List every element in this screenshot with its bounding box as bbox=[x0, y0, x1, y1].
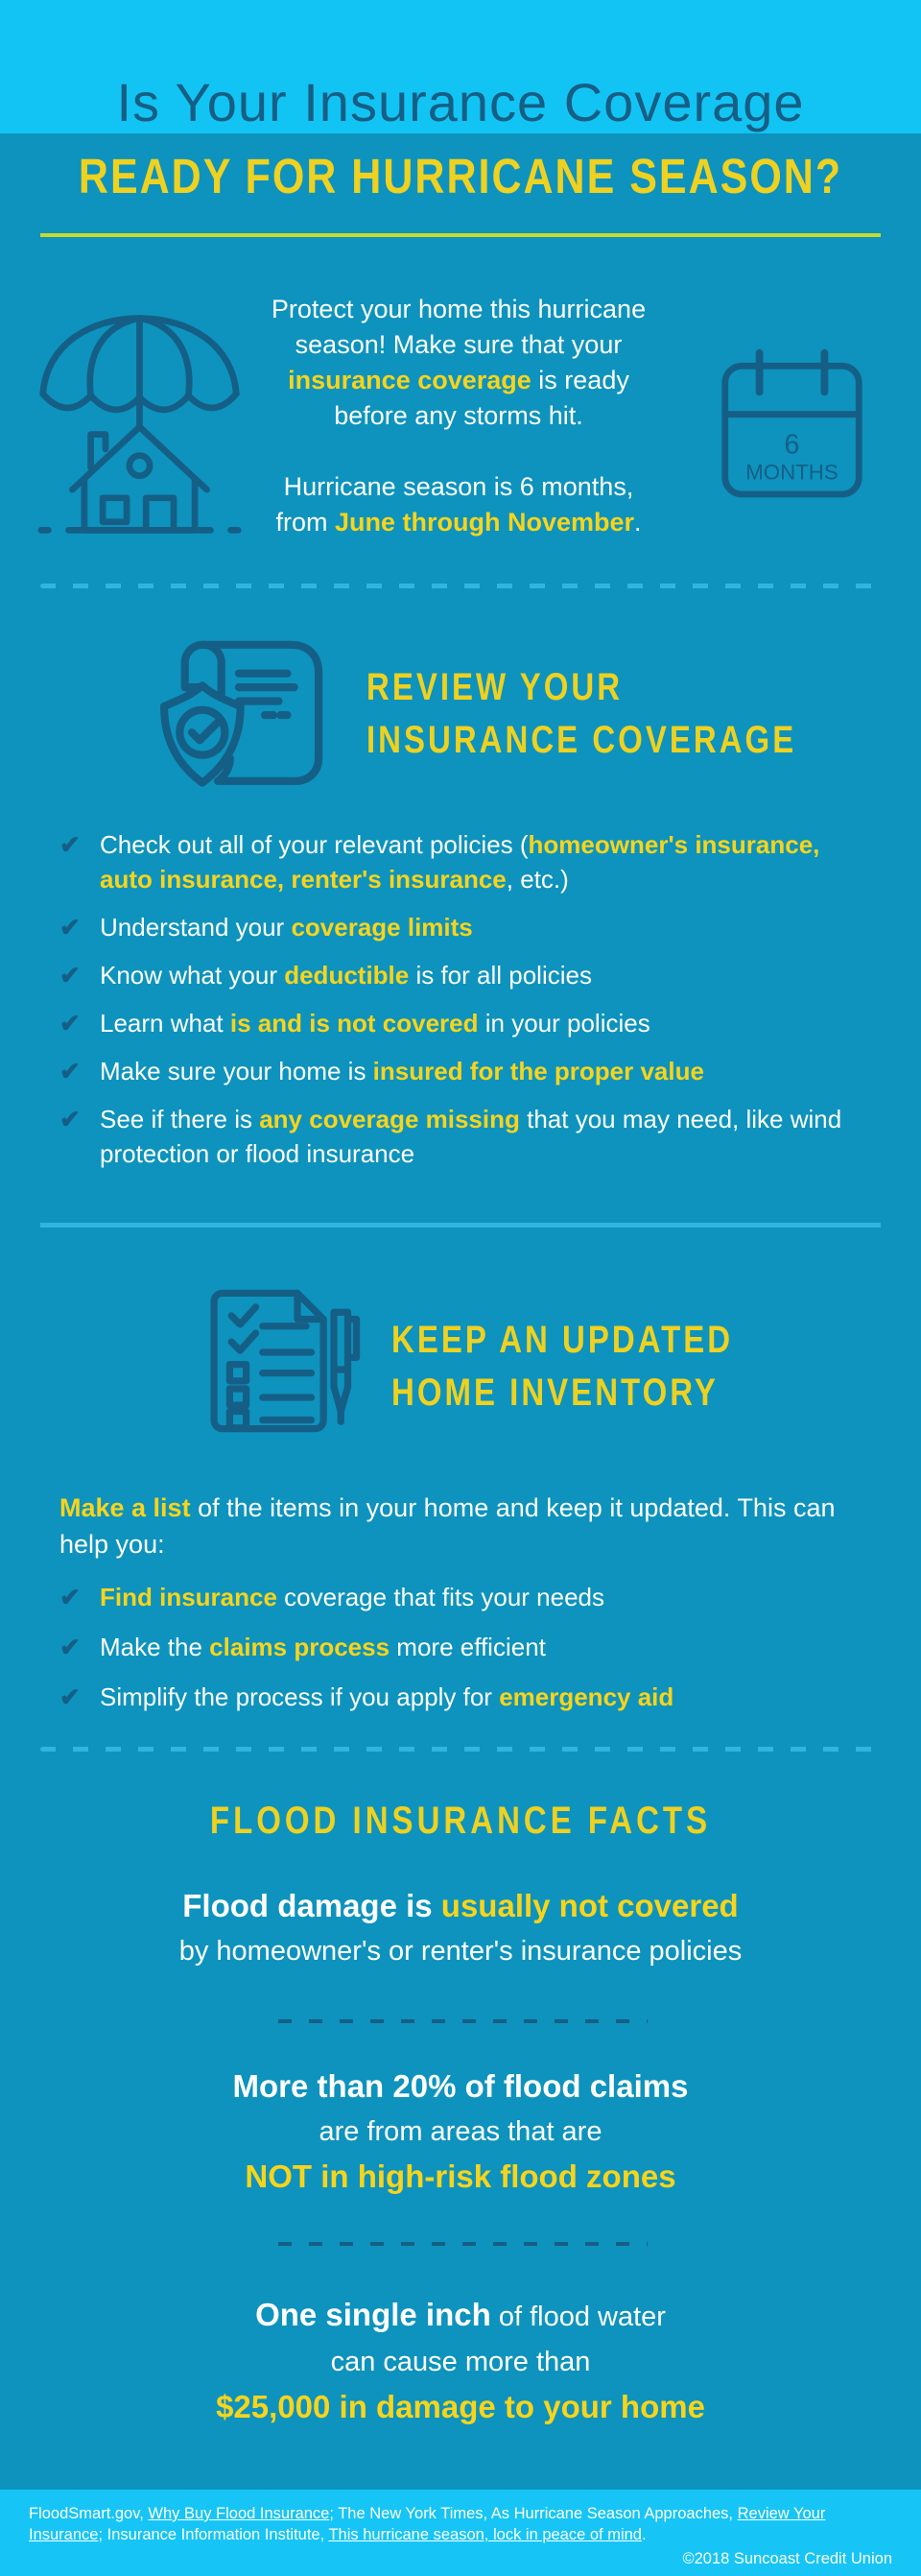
text-highlight: deductible bbox=[284, 961, 410, 990]
house-umbrella-icon bbox=[27, 309, 252, 539]
fact-line bbox=[0, 2292, 921, 2340]
source-link[interactable]: Review Your Insurance bbox=[29, 2505, 826, 2543]
check-icon: ✔ bbox=[59, 1583, 81, 1611]
checklist-item bbox=[59, 1680, 873, 1714]
checklist-item bbox=[59, 910, 873, 944]
text: ; The New York Times, As Hurricane Season Approaches, bbox=[329, 2505, 738, 2522]
text: in your policies bbox=[478, 1009, 650, 1038]
flood-fact-2 bbox=[0, 2063, 921, 2200]
text: FloodSmart.gov, bbox=[29, 2505, 149, 2522]
text: is for all policies bbox=[409, 961, 592, 990]
text-highlight: Find insurance bbox=[100, 1583, 277, 1611]
section-divider-dashed bbox=[40, 1747, 881, 1752]
fact-divider-dashed bbox=[278, 2019, 648, 2023]
text: Make sure your home is bbox=[100, 1057, 373, 1085]
text-bold: Flood damage is bbox=[182, 1888, 441, 1923]
footer-sources bbox=[0, 2490, 921, 2576]
checklist-text bbox=[100, 958, 873, 992]
calendar-label: MONTHS bbox=[745, 460, 838, 485]
copyright-text: ©2018 Suncoast Credit Union bbox=[682, 2550, 892, 2567]
text-highlight: insured for the proper value bbox=[372, 1057, 704, 1085]
header-underline bbox=[40, 233, 881, 237]
source-link[interactable]: Why Buy Flood Insurance bbox=[148, 2505, 330, 2522]
inventory-section-heading bbox=[391, 1313, 733, 1419]
intro-paragraphs bbox=[267, 292, 650, 540]
check-icon: ✔ bbox=[59, 1633, 81, 1661]
checklist-item bbox=[59, 958, 873, 992]
checklist-text bbox=[100, 1580, 873, 1614]
sources-text bbox=[29, 2503, 892, 2545]
text-highlight: June through November bbox=[334, 508, 635, 537]
check-icon: ✔ bbox=[59, 1057, 81, 1085]
heading-line: KEEP AN UPDATED bbox=[391, 1317, 734, 1361]
text: that you may need, like wind protection or flood insurance bbox=[100, 1105, 842, 1168]
inventory-intro bbox=[59, 1490, 863, 1562]
checklist-item bbox=[59, 1006, 873, 1040]
checklist-item bbox=[59, 827, 873, 896]
checklist-item bbox=[59, 1580, 873, 1614]
text-highlight: claims process bbox=[209, 1633, 390, 1661]
text: Learn what bbox=[100, 1009, 230, 1038]
checklist-text bbox=[100, 827, 873, 896]
fact-line-highlight: NOT in high-risk flood zones bbox=[245, 2159, 676, 2194]
checklist-text bbox=[100, 1102, 873, 1171]
calendar-icon bbox=[718, 338, 866, 501]
text: of the items in your home and keep it updated. This can help you: bbox=[59, 1493, 836, 1559]
fact-line bbox=[0, 1883, 921, 1929]
intro-paragraph-1 bbox=[267, 292, 650, 434]
text: ; Insurance Information Institute, bbox=[98, 2526, 329, 2543]
text-highlight: Make a list bbox=[59, 1493, 191, 1522]
fact-line: can cause more than bbox=[330, 2347, 591, 2377]
flood-section-heading: FLOOD INSURANCE FACTS bbox=[209, 1799, 712, 1842]
text: coverage that fits your needs bbox=[276, 1583, 605, 1611]
text: Protect your home this hurricane season! Make sure that your bbox=[271, 295, 647, 359]
section-divider-solid bbox=[40, 1223, 881, 1228]
text-highlight: insurance coverage bbox=[288, 366, 531, 394]
review-checklist bbox=[59, 827, 873, 1184]
page-subtitle: READY FOR HURRICANE SEASON? bbox=[78, 150, 843, 204]
text: , etc.) bbox=[506, 865, 569, 894]
text: . bbox=[634, 508, 642, 537]
text: Understand your bbox=[100, 913, 292, 942]
source-link[interactable]: This hurricane season, lock in peace of mind bbox=[328, 2526, 642, 2543]
text: of flood water bbox=[490, 2302, 666, 2332]
check-icon: ✔ bbox=[59, 913, 81, 942]
text: more efficient bbox=[390, 1633, 546, 1661]
fact-line-highlight: $25,000 in damage to your home bbox=[216, 2389, 705, 2424]
text: Hurricane season is 6 months, from bbox=[275, 472, 634, 537]
check-icon: ✔ bbox=[59, 1105, 81, 1133]
text: Simplify the process if you apply for bbox=[100, 1682, 500, 1711]
check-icon: ✔ bbox=[59, 961, 81, 990]
checklist-item bbox=[59, 1102, 873, 1171]
checklist-text bbox=[100, 1006, 873, 1040]
checklist-text bbox=[100, 910, 873, 944]
checklist-item bbox=[59, 1630, 873, 1664]
calendar-value: 6 bbox=[784, 429, 800, 461]
intro-paragraph-2 bbox=[267, 469, 650, 540]
check-icon: ✔ bbox=[59, 1009, 81, 1038]
text: . bbox=[641, 2526, 647, 2543]
heading-line: INSURANCE COVERAGE bbox=[366, 718, 797, 761]
heading-line: HOME INVENTORY bbox=[391, 1371, 719, 1414]
text-highlight: is and is not covered bbox=[229, 1009, 479, 1038]
text-bold: One single inch bbox=[255, 2297, 491, 2332]
fact-line: are from areas that are bbox=[319, 2116, 602, 2147]
text-highlight: any coverage missing bbox=[259, 1105, 520, 1133]
text: is ready before any storms hit. bbox=[334, 366, 629, 430]
text-highlight: coverage limits bbox=[291, 913, 473, 942]
heading-line: REVIEW YOUR bbox=[366, 664, 624, 708]
text: Make the bbox=[100, 1633, 210, 1661]
fact-divider-dashed bbox=[278, 2242, 648, 2246]
fact-line: More than 20% of flood claims bbox=[232, 2068, 689, 2104]
text-highlight: homeowner's insurance, auto insurance, renter's insurance bbox=[100, 830, 820, 894]
review-section-heading bbox=[366, 660, 796, 766]
checklist-item bbox=[59, 1054, 873, 1088]
flood-fact-3 bbox=[0, 2292, 921, 2430]
section-divider-dashed bbox=[40, 584, 881, 588]
check-icon: ✔ bbox=[59, 1682, 81, 1711]
policy-scroll-shield-icon bbox=[155, 626, 338, 797]
text: See if there is bbox=[100, 1105, 260, 1133]
checklist-text bbox=[100, 1630, 873, 1664]
checklist-text bbox=[100, 1054, 873, 1088]
text-highlight: emergency aid bbox=[499, 1682, 674, 1711]
checklist-text bbox=[100, 1680, 873, 1714]
flood-fact-1 bbox=[0, 1883, 921, 1973]
check-icon: ✔ bbox=[59, 830, 81, 859]
fact-line: by homeowner's or renter's insurance policies bbox=[178, 1936, 743, 1967]
text: Know what your bbox=[100, 961, 285, 990]
inventory-checklist bbox=[59, 1580, 873, 1728]
text-highlight: usually not covered bbox=[440, 1888, 739, 1923]
page-title: Is Your Insurance Coverage bbox=[116, 72, 805, 132]
home-inventory-checklist-icon bbox=[197, 1278, 362, 1443]
text: Check out all of your relevant policies ( bbox=[100, 830, 529, 859]
